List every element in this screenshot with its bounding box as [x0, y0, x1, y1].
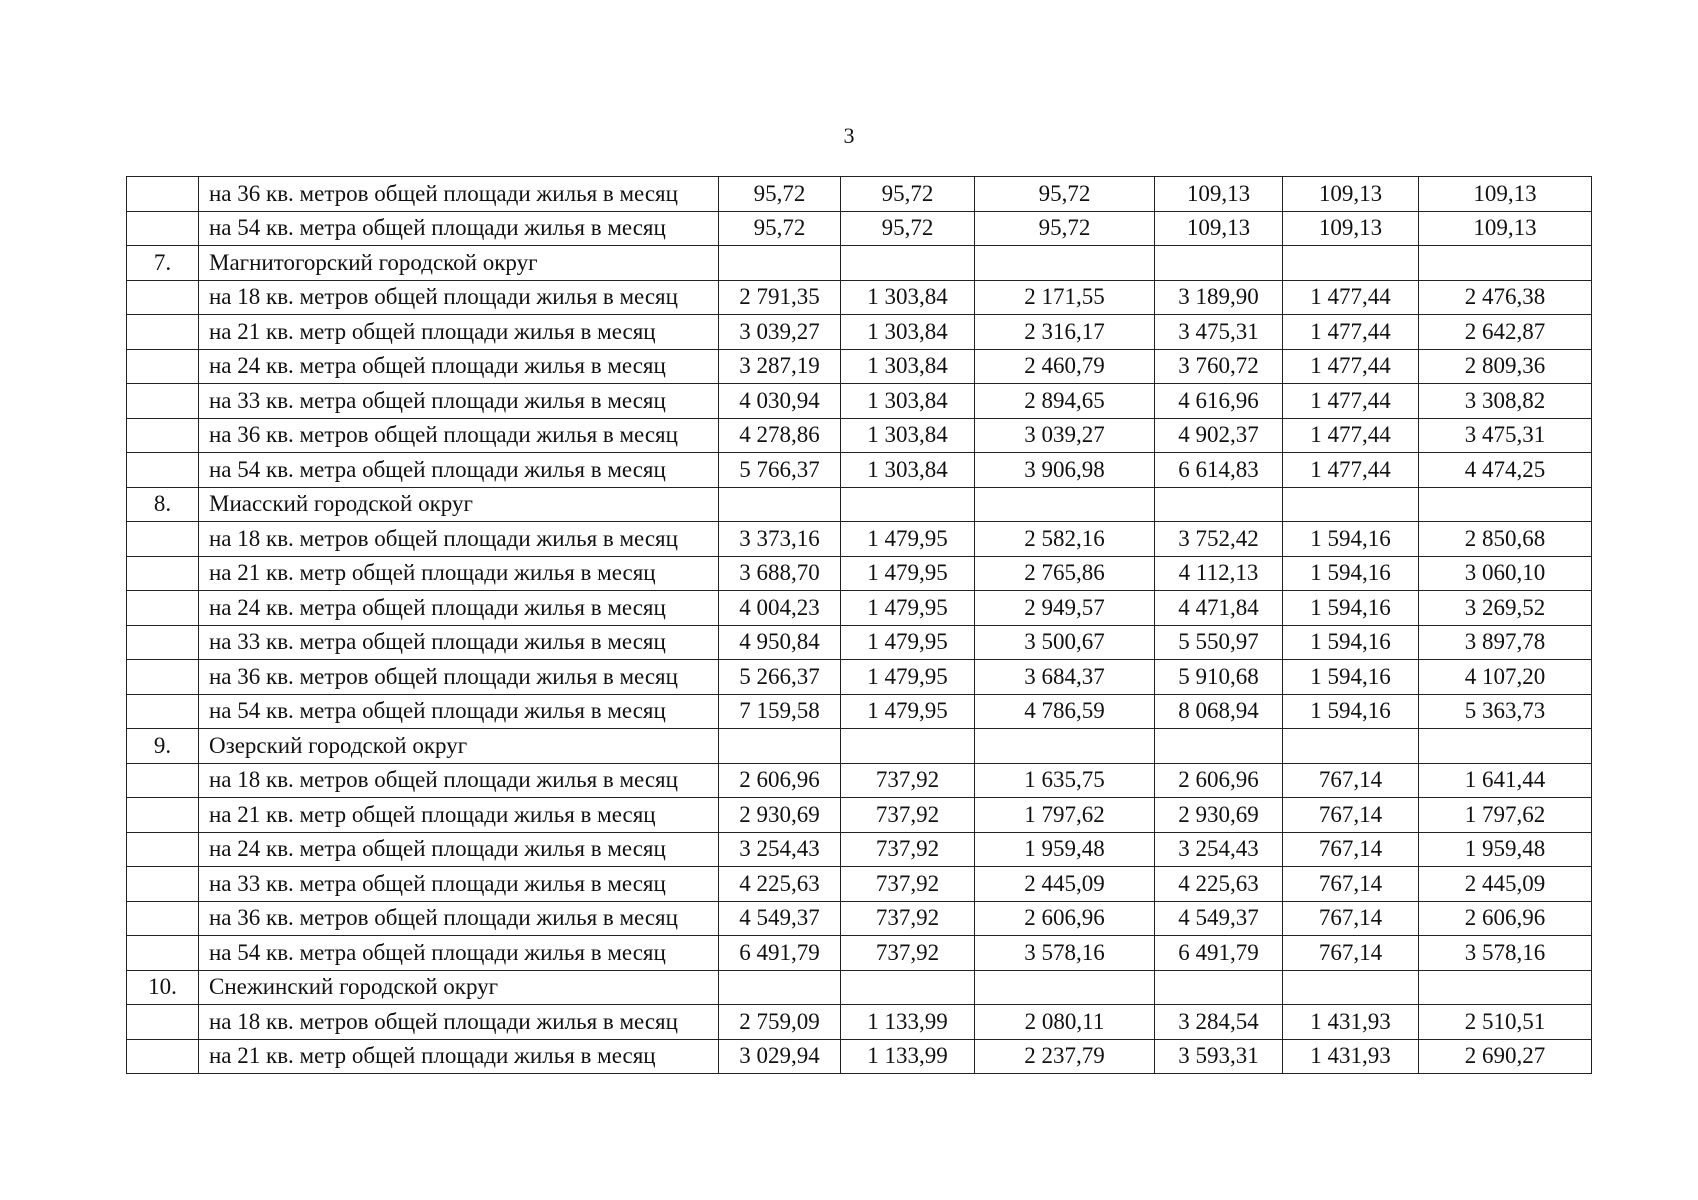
value-cell: 1 303,84 [841, 280, 975, 315]
value-cell: 3 284,54 [1155, 1005, 1283, 1040]
row-number [127, 763, 199, 798]
value-cell: 767,14 [1283, 798, 1419, 833]
value-cell [1155, 487, 1283, 522]
value-cell: 5 266,37 [719, 660, 841, 695]
table-row [127, 936, 1592, 971]
value-cell: 767,14 [1283, 901, 1419, 936]
value-cell: 3 039,27 [975, 418, 1155, 453]
value-cell: 3 039,27 [719, 315, 841, 350]
row-number [127, 556, 199, 591]
value-cell [841, 970, 975, 1005]
table-body [127, 177, 1592, 1074]
value-cell: 3 593,31 [1155, 1039, 1283, 1074]
table-row [127, 556, 1592, 591]
table-row [127, 591, 1592, 626]
value-cell: 3 308,82 [1419, 384, 1592, 419]
table-row [127, 522, 1592, 557]
value-cell: 1 303,84 [841, 384, 975, 419]
section-row [127, 487, 1592, 522]
value-cell: 1 479,95 [841, 625, 975, 660]
row-label: на 18 кв. метров общей площади жилья в месяц [199, 280, 719, 315]
row-label: на 33 кв. метра общей площади жилья в месяц [199, 625, 719, 660]
row-number [127, 901, 199, 936]
value-cell: 2 759,09 [719, 1005, 841, 1040]
page-number: 3 [843, 123, 855, 148]
value-cell [1419, 970, 1592, 1005]
value-cell [975, 970, 1155, 1005]
row-number [127, 522, 199, 557]
value-cell: 1 477,44 [1283, 384, 1419, 419]
value-cell: 1 594,16 [1283, 660, 1419, 695]
value-cell: 4 107,20 [1419, 660, 1592, 695]
value-cell: 4 950,84 [719, 625, 841, 660]
value-cell: 1 477,44 [1283, 418, 1419, 453]
value-cell: 2 606,96 [1155, 763, 1283, 798]
table-row [127, 832, 1592, 867]
table-row [127, 280, 1592, 315]
value-cell: 109,13 [1155, 177, 1283, 212]
value-cell [841, 729, 975, 764]
value-cell: 767,14 [1283, 936, 1419, 971]
value-cell: 4 902,37 [1155, 418, 1283, 453]
value-cell: 3 500,67 [975, 625, 1155, 660]
row-label: на 36 кв. метров общей площади жилья в месяц [199, 901, 719, 936]
value-cell [1283, 246, 1419, 281]
value-cell: 2 460,79 [975, 349, 1155, 384]
value-cell: 4 112,13 [1155, 556, 1283, 591]
value-cell: 2 445,09 [1419, 867, 1592, 902]
value-cell: 737,92 [841, 936, 975, 971]
table-row [127, 901, 1592, 936]
row-label: на 18 кв. метров общей площади жилья в месяц [199, 763, 719, 798]
table-row [127, 625, 1592, 660]
value-cell: 1 431,93 [1283, 1039, 1419, 1074]
value-cell: 95,72 [841, 211, 975, 246]
row-number [127, 280, 199, 315]
value-cell: 4 471,84 [1155, 591, 1283, 626]
value-cell: 6 491,79 [719, 936, 841, 971]
value-cell: 2 642,87 [1419, 315, 1592, 350]
value-cell: 5 363,73 [1419, 694, 1592, 729]
value-cell: 3 254,43 [719, 832, 841, 867]
value-cell: 2 949,57 [975, 591, 1155, 626]
value-cell: 767,14 [1283, 763, 1419, 798]
value-cell [719, 970, 841, 1005]
value-cell: 2 237,79 [975, 1039, 1155, 1074]
value-cell: 767,14 [1283, 867, 1419, 902]
value-cell: 1 303,84 [841, 315, 975, 350]
row-label: на 33 кв. метра общей площади жилья в месяц [199, 867, 719, 902]
value-cell: 2 606,96 [1419, 901, 1592, 936]
value-cell: 2 850,68 [1419, 522, 1592, 557]
row-label: на 24 кв. метра общей площади жилья в месяц [199, 591, 719, 626]
row-label: на 54 кв. метра общей площади жилья в месяц [199, 936, 719, 971]
value-cell: 1 959,48 [975, 832, 1155, 867]
value-cell [1283, 729, 1419, 764]
value-cell: 1 959,48 [1419, 832, 1592, 867]
value-cell: 2 930,69 [719, 798, 841, 833]
row-label: на 24 кв. метра общей площади жилья в месяц [199, 832, 719, 867]
value-cell: 2 930,69 [1155, 798, 1283, 833]
row-number [127, 1039, 199, 1074]
row-number [127, 211, 199, 246]
value-cell: 1 303,84 [841, 453, 975, 488]
value-cell: 3 897,78 [1419, 625, 1592, 660]
value-cell: 767,14 [1283, 832, 1419, 867]
value-cell: 3 906,98 [975, 453, 1155, 488]
table-row [127, 763, 1592, 798]
row-number: 7. [127, 246, 199, 281]
value-cell: 737,92 [841, 832, 975, 867]
row-number [127, 177, 199, 212]
value-cell: 109,13 [1283, 211, 1419, 246]
value-cell [1419, 487, 1592, 522]
value-cell: 3 269,52 [1419, 591, 1592, 626]
district-name: Миасский городской округ [199, 487, 719, 522]
table-row [127, 349, 1592, 384]
value-cell [1419, 729, 1592, 764]
row-label: на 21 кв. метр общей площади жилья в месяц [199, 798, 719, 833]
value-cell: 109,13 [1283, 177, 1419, 212]
value-cell: 5 766,37 [719, 453, 841, 488]
table-row [127, 315, 1592, 350]
value-cell: 3 688,70 [719, 556, 841, 591]
value-cell: 1 594,16 [1283, 522, 1419, 557]
value-cell: 1 303,84 [841, 418, 975, 453]
value-cell: 3 475,31 [1419, 418, 1592, 453]
value-cell: 2 476,38 [1419, 280, 1592, 315]
value-cell: 1 477,44 [1283, 453, 1419, 488]
row-number [127, 867, 199, 902]
value-cell [1155, 729, 1283, 764]
value-cell: 1 641,44 [1419, 763, 1592, 798]
row-label: на 36 кв. метров общей площади жилья в месяц [199, 418, 719, 453]
row-number [127, 625, 199, 660]
value-cell: 95,72 [975, 211, 1155, 246]
value-cell: 1 479,95 [841, 660, 975, 695]
table-row [127, 1039, 1592, 1074]
value-cell: 3 752,42 [1155, 522, 1283, 557]
value-cell: 1 431,93 [1283, 1005, 1419, 1040]
value-cell: 3 475,31 [1155, 315, 1283, 350]
value-cell: 2 171,55 [975, 280, 1155, 315]
value-cell: 5 550,97 [1155, 625, 1283, 660]
value-cell: 1 594,16 [1283, 694, 1419, 729]
value-cell [841, 487, 975, 522]
table-row [127, 660, 1592, 695]
value-cell [719, 729, 841, 764]
value-cell: 1 133,99 [841, 1039, 975, 1074]
value-cell: 6 491,79 [1155, 936, 1283, 971]
row-number: 9. [127, 729, 199, 764]
value-cell: 2 765,86 [975, 556, 1155, 591]
value-cell [975, 246, 1155, 281]
value-cell: 2 582,16 [975, 522, 1155, 557]
value-cell: 4 030,94 [719, 384, 841, 419]
value-cell: 6 614,83 [1155, 453, 1283, 488]
row-label: на 21 кв. метр общей площади жилья в месяц [199, 556, 719, 591]
value-cell: 1 479,95 [841, 694, 975, 729]
value-cell: 95,72 [719, 177, 841, 212]
value-cell: 1 133,99 [841, 1005, 975, 1040]
value-cell: 3 029,94 [719, 1039, 841, 1074]
value-cell: 2 510,51 [1419, 1005, 1592, 1040]
row-number: 10. [127, 970, 199, 1005]
value-cell [1155, 246, 1283, 281]
value-cell: 1 479,95 [841, 591, 975, 626]
value-cell: 4 278,86 [719, 418, 841, 453]
value-cell: 109,13 [1155, 211, 1283, 246]
value-cell: 109,13 [1419, 177, 1592, 212]
value-cell: 95,72 [719, 211, 841, 246]
value-cell: 4 549,37 [1155, 901, 1283, 936]
value-cell: 1 477,44 [1283, 315, 1419, 350]
row-number [127, 798, 199, 833]
value-cell [975, 487, 1155, 522]
section-row [127, 246, 1592, 281]
table-row [127, 211, 1592, 246]
value-cell: 3 760,72 [1155, 349, 1283, 384]
value-cell: 737,92 [841, 763, 975, 798]
value-cell: 3 189,90 [1155, 280, 1283, 315]
value-cell: 7 159,58 [719, 694, 841, 729]
value-cell: 5 910,68 [1155, 660, 1283, 695]
value-cell: 4 474,25 [1419, 453, 1592, 488]
value-cell [841, 246, 975, 281]
row-number [127, 832, 199, 867]
table-row [127, 694, 1592, 729]
district-name: Озерский городской округ [199, 729, 719, 764]
value-cell: 1 594,16 [1283, 625, 1419, 660]
row-number [127, 591, 199, 626]
row-number [127, 349, 199, 384]
value-cell: 3 060,10 [1419, 556, 1592, 591]
row-label: на 24 кв. метра общей площади жилья в месяц [199, 349, 719, 384]
table-row [127, 453, 1592, 488]
value-cell: 95,72 [975, 177, 1155, 212]
row-number [127, 418, 199, 453]
district-name: Магнитогорский городской округ [199, 246, 719, 281]
value-cell: 4 616,96 [1155, 384, 1283, 419]
value-cell: 1 635,75 [975, 763, 1155, 798]
value-cell: 109,13 [1419, 211, 1592, 246]
row-number: 8. [127, 487, 199, 522]
row-number [127, 660, 199, 695]
value-cell: 737,92 [841, 901, 975, 936]
value-cell [719, 487, 841, 522]
value-cell: 1 479,95 [841, 522, 975, 557]
value-cell: 2 791,35 [719, 280, 841, 315]
value-cell: 737,92 [841, 867, 975, 902]
section-row [127, 970, 1592, 1005]
value-cell: 3 254,43 [1155, 832, 1283, 867]
row-number [127, 1005, 199, 1040]
value-cell: 3 684,37 [975, 660, 1155, 695]
value-cell [1155, 970, 1283, 1005]
value-cell: 2 690,27 [1419, 1039, 1592, 1074]
value-cell: 2 445,09 [975, 867, 1155, 902]
value-cell: 2 080,11 [975, 1005, 1155, 1040]
table-row [127, 177, 1592, 212]
row-label: на 21 кв. метр общей площади жилья в месяц [199, 1039, 719, 1074]
row-label: на 54 кв. метра общей площади жилья в месяц [199, 453, 719, 488]
value-cell: 2 894,65 [975, 384, 1155, 419]
value-cell: 1 303,84 [841, 349, 975, 384]
tariff-table [126, 176, 1592, 1074]
value-cell: 1 594,16 [1283, 591, 1419, 626]
table-row [127, 418, 1592, 453]
value-cell: 4 004,23 [719, 591, 841, 626]
value-cell: 2 606,96 [975, 901, 1155, 936]
value-cell: 3 578,16 [1419, 936, 1592, 971]
row-number [127, 694, 199, 729]
table-row [127, 867, 1592, 902]
value-cell: 2 316,17 [975, 315, 1155, 350]
row-number [127, 384, 199, 419]
value-cell [1283, 487, 1419, 522]
value-cell: 4 225,63 [719, 867, 841, 902]
section-row [127, 729, 1592, 764]
value-cell [719, 246, 841, 281]
row-label: на 36 кв. метров общей площади жилья в месяц [199, 660, 719, 695]
row-label: на 18 кв. метров общей площади жилья в месяц [199, 1005, 719, 1040]
value-cell: 4 225,63 [1155, 867, 1283, 902]
row-number [127, 315, 199, 350]
district-name: Снежинский городской округ [199, 970, 719, 1005]
row-number [127, 453, 199, 488]
row-label: на 54 кв. метра общей площади жилья в месяц [199, 211, 719, 246]
value-cell: 4 786,59 [975, 694, 1155, 729]
row-label: на 33 кв. метра общей площади жилья в месяц [199, 384, 719, 419]
row-label: на 21 кв. метр общей площади жилья в месяц [199, 315, 719, 350]
table-row [127, 1005, 1592, 1040]
row-label: на 54 кв. метра общей площади жилья в месяц [199, 694, 719, 729]
value-cell [1419, 246, 1592, 281]
value-cell: 1 477,44 [1283, 349, 1419, 384]
row-label: на 18 кв. метров общей площади жилья в месяц [199, 522, 719, 557]
value-cell: 2 606,96 [719, 763, 841, 798]
table-row [127, 798, 1592, 833]
value-cell: 3 287,19 [719, 349, 841, 384]
value-cell [1283, 970, 1419, 1005]
value-cell: 95,72 [841, 177, 975, 212]
value-cell: 2 809,36 [1419, 349, 1592, 384]
value-cell: 1 797,62 [975, 798, 1155, 833]
table-row [127, 384, 1592, 419]
row-label: на 36 кв. метров общей площади жилья в месяц [199, 177, 719, 212]
value-cell: 3 373,16 [719, 522, 841, 557]
value-cell [975, 729, 1155, 764]
value-cell: 737,92 [841, 798, 975, 833]
value-cell: 1 594,16 [1283, 556, 1419, 591]
value-cell: 8 068,94 [1155, 694, 1283, 729]
value-cell: 3 578,16 [975, 936, 1155, 971]
row-number [127, 936, 199, 971]
value-cell: 1 479,95 [841, 556, 975, 591]
value-cell: 1 797,62 [1419, 798, 1592, 833]
value-cell: 4 549,37 [719, 901, 841, 936]
value-cell: 1 477,44 [1283, 280, 1419, 315]
